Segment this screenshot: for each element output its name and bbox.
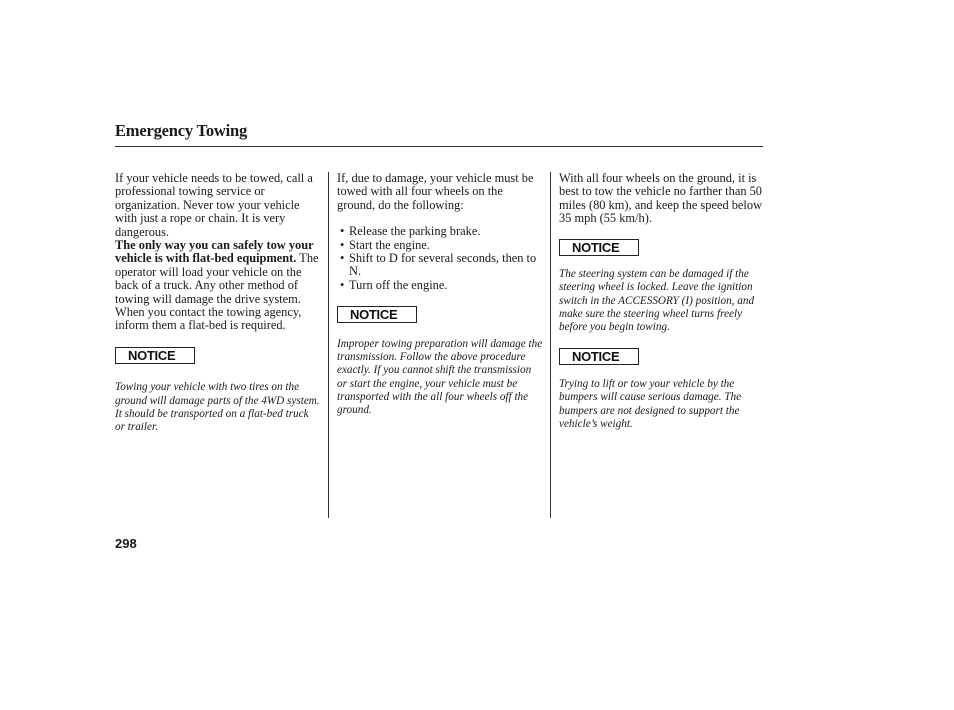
col1-paragraph [115,239,321,333]
page-number: 298 [115,536,137,551]
col2-intro: If, due to damage, your vehicle must be towed with all four wheels on the ground, do the following: [337,171,534,212]
column-1 [115,172,321,434]
page-title: Emergency Towing [115,121,248,140]
col3-notice1-wrap [559,239,765,259]
column-3 [559,172,765,431]
column-divider [328,172,329,518]
list-item: • Shift to D for several seconds, then to N. [337,252,543,279]
col2-notice-text: Improper towing preparation will damage the transmission. Follow the above procedure exactly. If you cannot shift the transmission or start the engine, your vehicle must be transported with the all four wheels off the ground. [337,337,543,417]
notice-badge [115,347,195,364]
col3-notice2-wrap [559,348,765,368]
notice-label: NOTICE [350,307,398,323]
col3-notice1-text: The steering system can be damaged if the steering wheel is locked. Leave the ignition switch in the ACCESSORY (I) position, and make sure the steering wheel turns freely before you begin towing. [559,268,755,334]
col1-bold-lead: The only way you can safely tow your vehicle is with flat-bed equipment. [115,238,314,266]
col3-notice2-text: Trying to lift or tow your vehicle by the bumpers will cause serious damage. The bumpers are not designed to support the vehicle’s weight. [559,377,742,430]
col1-notice-wrap [115,347,321,367]
col1-body-rest: The operator will load your vehicle on the back of a truck. Any other method of towing will damage the drive system. When you contact the towing agency, inform them a flat-bed is required. [115,251,319,333]
notice-label: NOTICE [572,348,620,364]
col3-intro: With all four wheels on the ground, it is best to tow the vehicle no farther than 50 miles (80 km), and keep the speed below 35 mph (55 km/h). [559,171,763,226]
notice-badge [337,306,417,323]
towing-steps-list [337,225,543,292]
col1-notice-text: Towing your vehicle with two tires on the ground will damage parts of the 4WD system. It should be transported on a flat-bed truck or trailer. [115,381,320,434]
notice-label: NOTICE [128,347,176,363]
column-2 [337,172,543,417]
col1-intro: If your vehicle needs to be towed, call a professional towing service or organization. Never tow your vehicle with just a rope or chain. It is very dangerous. [115,171,313,239]
col2-notice-wrap [337,306,543,326]
notice-badge [559,239,639,256]
notice-badge [559,348,639,365]
list-item: • Release the parking brake. [337,225,543,238]
list-item: • Start the engine. [337,239,543,252]
title-divider [115,146,763,147]
list-item: • Turn off the engine. [337,279,543,292]
notice-label: NOTICE [572,239,620,255]
column-divider [550,172,551,518]
